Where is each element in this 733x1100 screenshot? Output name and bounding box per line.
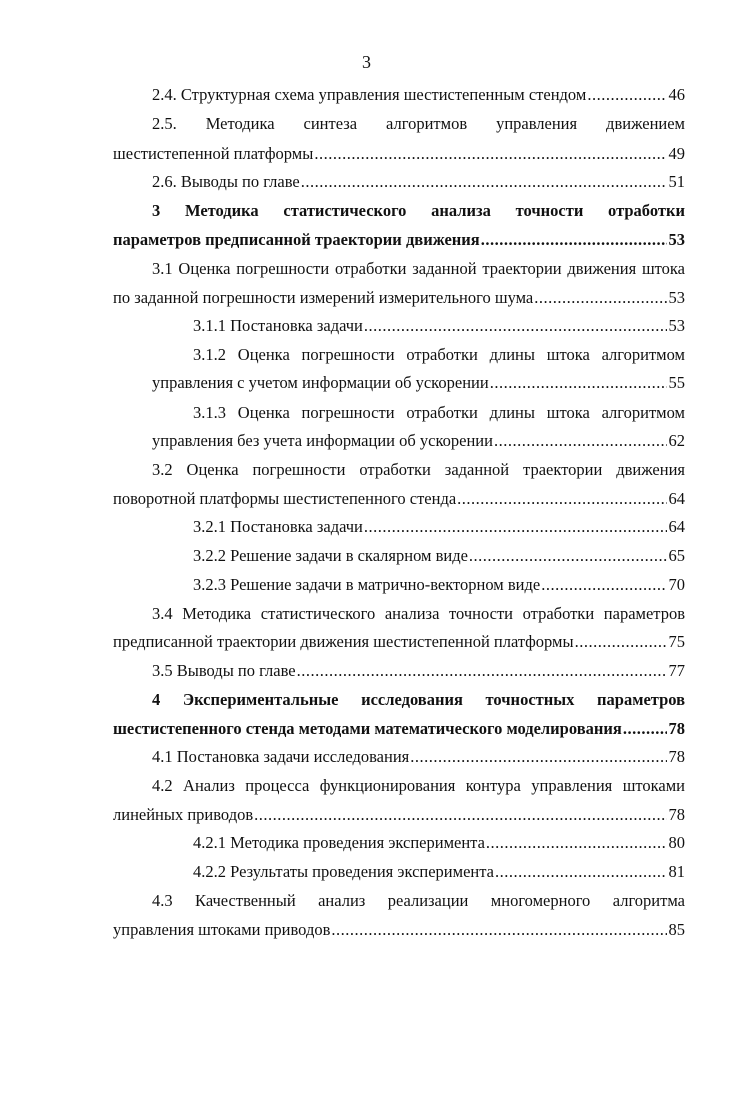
toc-entry-title: управления без учета информации об ускорении — [152, 431, 493, 450]
toc-entry[interactable]: 3.4 Методика статистического анализа точности отработки параметров — [152, 604, 685, 623]
toc-entry-page: 80 — [668, 833, 685, 852]
toc-entry-title: 4.2.2 Результаты проведения эксперимента — [193, 862, 494, 881]
toc-entry[interactable] — [113, 488, 685, 510]
toc-entry-page: 53 — [668, 288, 685, 307]
toc-entry[interactable] — [113, 631, 685, 653]
toc-entry-title: 4.1 Постановка задачи исследования — [152, 747, 410, 766]
toc-chapter-heading[interactable]: 3 Методика статистического анализа точности отработки — [152, 201, 685, 220]
toc-entry-page: 53 — [668, 316, 685, 335]
toc-entry-page: 75 — [668, 632, 685, 651]
toc-entry[interactable]: 2.5. Методика синтеза алгоритмов управления движением — [152, 114, 685, 133]
toc-entry[interactable] — [193, 516, 685, 538]
toc-chapter-heading[interactable]: 4 Экспериментальные исследования точностных параметров — [152, 690, 685, 709]
toc-entry[interactable] — [113, 919, 685, 941]
toc-entry-title: управления с учетом информации об ускорении — [152, 373, 489, 392]
toc-entry-page: 51 — [668, 172, 685, 191]
toc-entry-page: 78 — [668, 719, 685, 738]
toc-entry-title: 3.2.1 Постановка задачи — [193, 517, 363, 536]
toc-entry-page: 70 — [668, 575, 685, 594]
toc-entry-title: 2.4. Структурная схема управления шестистепенным стендом — [152, 85, 587, 104]
toc-entry-title: поворотной платформы шестистепенного стенда — [113, 489, 457, 508]
toc-entry-title: 3.1.1 Постановка задачи — [193, 316, 363, 335]
toc-entry-page: 77 — [668, 661, 685, 680]
toc-entry-page: 78 — [668, 805, 685, 824]
toc-entry-title: по заданной погрешности измерений измерительного шума — [113, 288, 534, 307]
toc-entry[interactable] — [152, 430, 685, 452]
toc-entry-page: 49 — [668, 144, 685, 163]
toc-entry[interactable] — [113, 718, 685, 740]
toc-entry[interactable] — [113, 143, 685, 165]
toc-entry-title: 3.2.2 Решение задачи в скалярном виде — [193, 546, 468, 565]
toc-entry-page: 64 — [668, 489, 685, 508]
toc-entry[interactable] — [113, 229, 685, 251]
toc-entry[interactable] — [193, 861, 685, 883]
toc-entry[interactable]: 3.2 Оценка погрешности отработки заданной траектории движения — [152, 460, 685, 479]
toc-entry-page: 55 — [668, 373, 685, 392]
toc-entry-title: управления штоками приводов — [113, 920, 331, 939]
toc-entry[interactable]: 3.1 Оценка погрешности отработки заданной траектории движения штока — [152, 259, 685, 278]
toc-entry[interactable]: 4.2 Анализ процесса функционирования контура управления штоками — [152, 776, 685, 795]
toc-entry-title: шестистепенного стенда методами математического моделирования — [113, 719, 622, 738]
toc-entry[interactable] — [193, 832, 685, 854]
toc-entry-page: 46 — [668, 85, 685, 104]
toc-entry-title: 2.6. Выводы по главе — [152, 172, 300, 191]
toc-entry-title: предписанной траектории движения шестистепенной платформы — [113, 632, 574, 651]
toc-entry-page: 81 — [668, 862, 685, 881]
toc-entry[interactable] — [152, 84, 685, 106]
toc-entry[interactable] — [113, 804, 685, 826]
toc-entry-title: 3.5 Выводы по главе — [152, 661, 296, 680]
toc-entry[interactable] — [152, 171, 685, 193]
toc-entry-title: 4.2.1 Методика проведения эксперимента — [193, 833, 485, 852]
toc-entry-page: 53 — [668, 230, 685, 249]
toc-entry[interactable] — [152, 746, 685, 768]
toc-entry-title: параметров предписанной траектории движения — [113, 230, 480, 249]
toc-entry[interactable] — [193, 315, 685, 337]
toc-entry-title: 3.2.3 Решение задачи в матрично-векторном виде — [193, 575, 541, 594]
toc-entry-page: 64 — [668, 517, 685, 536]
toc-entry-page: 78 — [668, 747, 685, 766]
toc-entry-page: 85 — [668, 920, 685, 939]
page-number: 3 — [362, 52, 371, 72]
toc-entry-title: шестистепенной платформы — [113, 144, 314, 163]
toc-entry[interactable] — [113, 287, 685, 309]
toc-entry-title: линейных приводов — [113, 805, 254, 824]
toc-entry-page: 65 — [668, 546, 685, 565]
toc-entry[interactable]: 4.3 Качественный анализ реализации многомерного алгоритма — [152, 891, 685, 910]
toc-entry[interactable] — [193, 574, 685, 596]
toc-entry[interactable] — [193, 545, 685, 567]
toc-entry[interactable]: 3.1.3 Оценка погрешности отработки длины штока алгоритмом — [193, 403, 685, 422]
toc-entry[interactable] — [152, 372, 685, 394]
toc-entry-page: 62 — [668, 431, 685, 450]
toc-entry[interactable] — [152, 660, 685, 682]
toc-entry[interactable]: 3.1.2 Оценка погрешности отработки длины штока алгоритмом — [193, 345, 685, 364]
